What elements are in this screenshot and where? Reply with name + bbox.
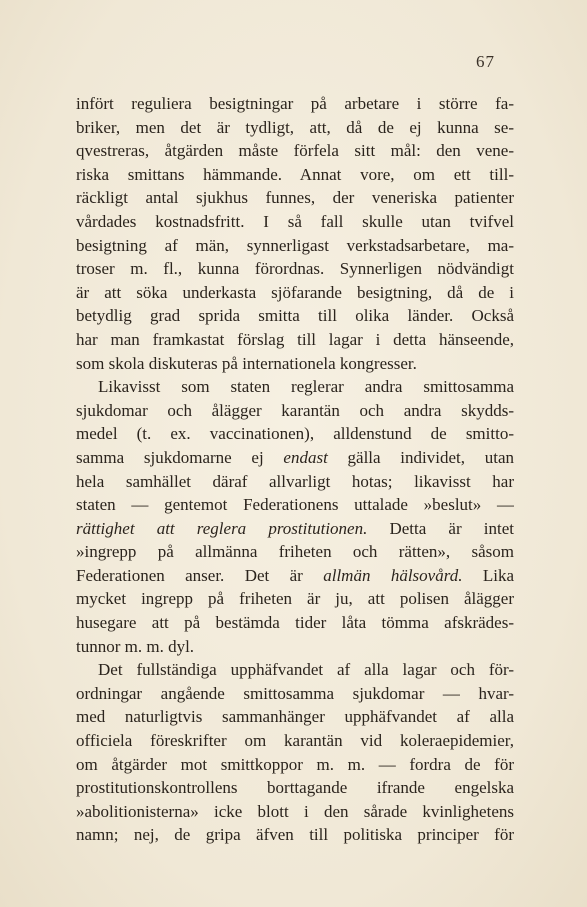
text-run: tunnor m. m. dyl. bbox=[76, 636, 195, 656]
text-line bbox=[76, 210, 514, 234]
text-run: mycket ingrepp på friheten är ju, att polisen ålägger bbox=[76, 589, 514, 609]
text-run: ordningar angående smittosamma sjukdomar — hvar- bbox=[76, 683, 514, 703]
text-line bbox=[76, 729, 514, 753]
text-run: besigtning af män, synnerligast verkstadsarbetare, ma- bbox=[76, 235, 514, 255]
text-line bbox=[76, 823, 514, 847]
text-run: qvestreras, åtgärden måste förfela sitt mål: den vene- bbox=[76, 141, 514, 161]
text-line bbox=[76, 116, 514, 140]
text-line bbox=[76, 587, 514, 611]
text-line bbox=[76, 446, 514, 470]
text-line bbox=[76, 234, 514, 258]
text-run: Det fullständiga upphäfvandet af alla lagar och för- bbox=[98, 660, 514, 680]
text-line bbox=[76, 92, 514, 116]
text-run: betydlig grad sprida smitta till olika länder. Också bbox=[76, 306, 514, 326]
text-run: infört reguliera besigtningar på arbetare i större fa- bbox=[76, 94, 514, 113]
text-line bbox=[76, 776, 514, 800]
text-run: om åtgärder mot smittkoppor m. m. — fordra de för bbox=[76, 754, 514, 774]
text-run: Federationen anser. Det är bbox=[76, 565, 324, 585]
text-line bbox=[76, 658, 514, 682]
text-run: Lika bbox=[462, 565, 514, 585]
text-line bbox=[76, 470, 514, 494]
text-run: namn; nej, de gripa äfven till politiska principer för bbox=[76, 825, 514, 845]
text-run: med naturligtvis sammanhänger upphäfvandet af alla bbox=[76, 707, 514, 727]
emphasized-text: rättighet att reglera prostitutionen. bbox=[76, 518, 368, 538]
text-run: »abolitionisterna» icke blott i den sårade kvinlighetens bbox=[76, 801, 514, 821]
text-line bbox=[76, 705, 514, 729]
emphasized-text: endast bbox=[283, 447, 328, 467]
text-line bbox=[76, 399, 514, 423]
text-run: samma sjukdomarne ej bbox=[76, 447, 284, 467]
emphasized-text: allmän hälsovård. bbox=[323, 565, 463, 585]
text-run: staten — gentemot Federationens uttalade »beslut» — bbox=[76, 495, 514, 515]
text-run: »ingrepp på allmänna friheten och rätten», såsom bbox=[76, 542, 514, 562]
text-line bbox=[76, 257, 514, 281]
text-line bbox=[76, 682, 514, 706]
text-line bbox=[76, 281, 514, 305]
text-run: husegare att på bestämda tider låta tömma afskrädes- bbox=[76, 613, 514, 633]
text-run: räckligt antal sjukhus funnes, der veneriska patienter bbox=[76, 188, 514, 208]
text-line bbox=[76, 163, 514, 187]
text-line bbox=[76, 800, 514, 824]
text-line bbox=[76, 422, 514, 446]
text-run: medel (t. ex. vaccinationen), alldenstund de smitto- bbox=[76, 424, 514, 444]
text-run: briker, men det är tydligt, att, då de ej kunna se- bbox=[76, 117, 514, 137]
text-line bbox=[76, 493, 514, 517]
text-run: officiela föreskrifter om karantän vid koleraepidemier, bbox=[76, 731, 514, 751]
body-text bbox=[76, 92, 514, 847]
page-number: 67 bbox=[476, 52, 495, 71]
text-line bbox=[76, 328, 514, 352]
text-line bbox=[76, 635, 514, 659]
text-run: troser m. fl., kunna förordnas. Synnerligen nödvändigt bbox=[76, 259, 514, 279]
text-run: vårdades kostnadsfritt. I så fall skulle utan tvifvel bbox=[76, 211, 514, 231]
text-run: hela samhället däraf allvarligt hotas; likavisst har bbox=[76, 471, 514, 491]
text-run: riska smittans hämmande. Annat vore, om ett till- bbox=[76, 164, 514, 184]
text-run: sjukdomar och ålägger karantän och andra skydds- bbox=[76, 400, 514, 420]
text-line bbox=[76, 517, 514, 541]
text-line bbox=[76, 304, 514, 328]
text-line bbox=[76, 186, 514, 210]
text-line bbox=[76, 564, 514, 588]
text-line bbox=[76, 753, 514, 777]
text-run: Likavisst som staten reglerar andra smittosamma bbox=[98, 377, 514, 397]
text-run: prostitutionskontrollens borttagande ifrande engelska bbox=[76, 778, 514, 798]
text-run: som skola diskuteras på internationela kongresser. bbox=[76, 353, 417, 373]
text-run: gälla individet, utan bbox=[327, 447, 514, 467]
text-line bbox=[76, 611, 514, 635]
text-run: Detta är intet bbox=[367, 518, 514, 538]
text-line bbox=[76, 540, 514, 564]
text-line bbox=[76, 375, 514, 399]
text-line bbox=[76, 352, 514, 376]
text-run: är att söka underkasta sjöfarande besigtning, då de i bbox=[76, 282, 514, 302]
text-run: har man framkastat förslag till lagar i detta hänseende, bbox=[76, 329, 514, 349]
text-line bbox=[76, 139, 514, 163]
